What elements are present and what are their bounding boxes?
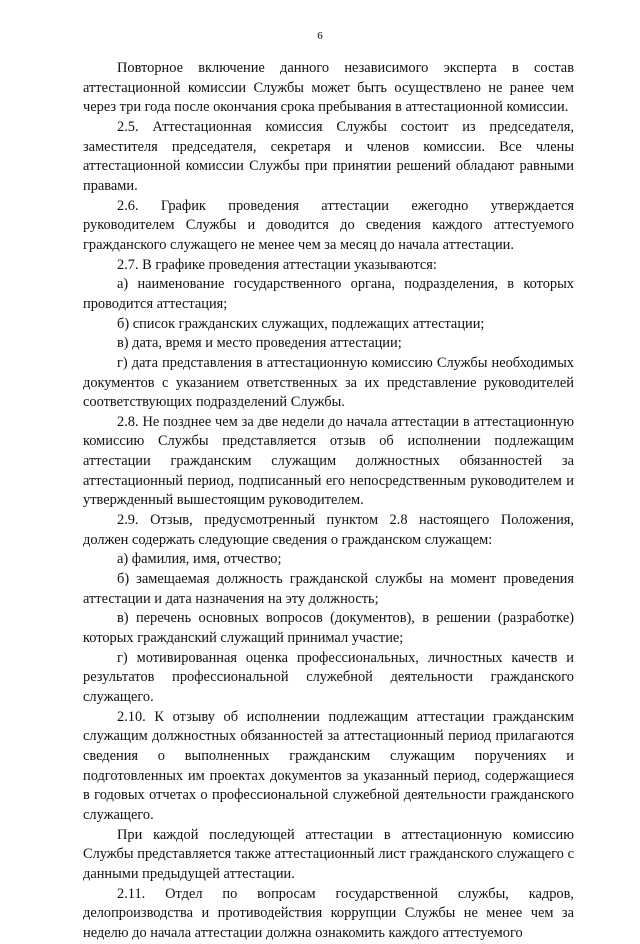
paragraph-2-11: 2.11. Отдел по вопросам государственной службы, кадров, делопроизводства и противодействия коррупции Службы не менее чем за неделю до начала аттестации должна ознакомить каждого аттестуемого [83,885,574,941]
paragraph-2-5: 2.5. Аттестационная комиссия Службы состоит из председателя, заместителя председателя, секретаря и членов комиссии. Все члены аттестационной комиссии Службы при принятии решений обладают равными правами. [83,118,574,194]
paragraph-2-7: 2.7. В графике проведения аттестации указываются: [117,256,437,273]
list-item-2-9-v: в) перечень основных вопросов (документов), в решении (разработке) которых гражданский служащий принимал участие; [83,610,574,647]
paragraph-2-10: 2.10. К отзыву об исполнении подлежащим аттестации гражданским служащим должностных обязанностей за аттестационный период прилагаются сведения о выполненных гражданским служащим поручениях и подготовленных им проектах документов за указанный период, содержащиеся в годовых отчетах о профессиональной служебной деятельности гражданского служащего. [83,708,574,823]
paragraph-2-6: 2.6. График проведения аттестации ежегодно утверждается руководителем Службы и доводится до сведения каждого аттестуемого гражданского служащего не менее чем за месяц до начала аттестации. [83,197,574,253]
page-number: 6 [317,30,323,42]
list-item-2-9-g: г) мотивированная оценка профессиональных, личностных качеств и результатов профессиональной служебной деятельности гражданского служащего. [83,649,574,705]
paragraph-expert-reinclusion: Повторное включение данного независимого эксперта в состав аттестационной комиссии Службы может быть осуществлено не ранее чем через три года после окончания срока пребывания в аттестационной комиссии. [83,60,574,116]
list-item-2-7-v: в) дата, время и место проведения аттестации; [117,335,402,352]
list-item-2-7-g: г) дата представления в аттестационную комиссию Службы необходимых документов с указанием ответственных за их представление руководителей соответствующих подразделений Службы. [83,354,574,411]
list-item-2-7-a: а) наименование государственного органа, подразделения, в которых проводится аттестация; [83,276,574,312]
paragraph-subsequent-attestation: При каждой последующей аттестации в аттестационную комиссию Службы представляется также аттестационный лист гражданского служащего с данными предыдущей аттестации. [83,826,574,882]
paragraph-2-8: 2.8. Не позднее чем за две недели до начала аттестации в аттестационную комиссию Службы представляется отзыв об исполнении подлежащим аттестации гражданским служащим должностных обязанностей за аттестационный период, подписанный его непосредственным руководителем и утвержденный вышестоящим руководителем. [83,413,574,509]
list-item-2-9-a: а) фамилия, имя, отчество; [117,551,282,568]
paragraph-2-9: 2.9. Отзыв, предусмотренный пунктом 2.8 настоящего Положения, должен содержать следующие сведения о гражданском служащем: [83,512,574,548]
list-item-2-9-b: б) замещаемая должность гражданской службы на момент проведения аттестации и дата назначения на эту должность; [83,571,574,607]
list-item-2-7-b: б) список гражданских служащих, подлежащих аттестации; [117,315,485,332]
document-body [83,59,574,944]
